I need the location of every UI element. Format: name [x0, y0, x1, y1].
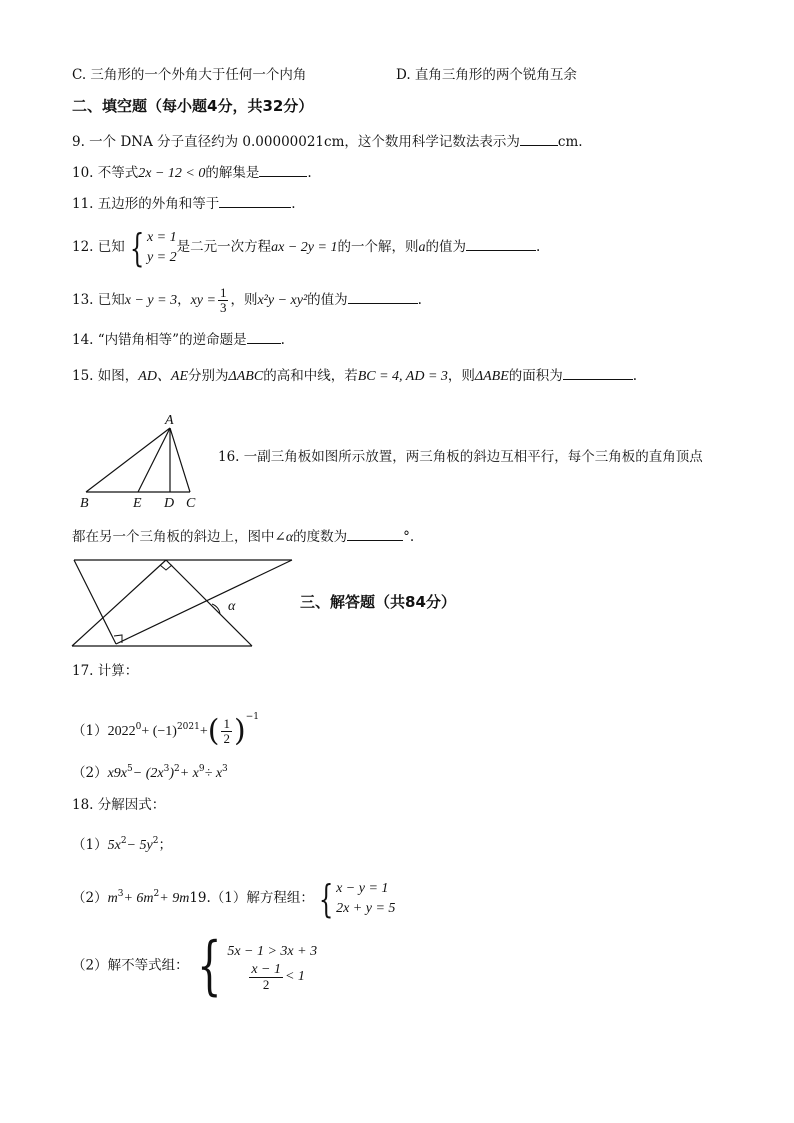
q17-p1-num: 1	[223, 716, 230, 731]
section-3-title: 三、解答题（共84分）	[300, 593, 456, 611]
q12-end: .	[535, 239, 541, 255]
q19-ineq2	[227, 963, 317, 992]
triangle-figure-q15	[76, 410, 206, 512]
q12-text3: 的值为	[425, 239, 466, 255]
q9-text: 9. 一个 DNA 分子直径约为 0.00000021cm，这个数用科学记数法表示为	[72, 134, 520, 150]
q18-p1-exp2: 2	[152, 836, 159, 846]
q13-end: .	[417, 292, 422, 308]
q17-p1-base: 2022	[107, 724, 136, 739]
q17-p2-exp1: 5	[127, 764, 133, 774]
q10-answer-blank[interactable]	[259, 162, 307, 177]
q16-end: °.	[403, 529, 415, 545]
label-d: D	[164, 496, 175, 511]
question-16-line1: 16. 一副三角板如图所示放置，两三角板的斜边互相平行，每个三角板的直角顶点	[218, 449, 703, 465]
q19-ineq-system	[189, 929, 318, 1003]
q11-end: .	[291, 196, 296, 212]
q17-p1-exp2021: 2021	[176, 722, 200, 732]
q10-inequality: 2x − 12 < 0	[138, 166, 206, 181]
question-13	[72, 282, 422, 319]
question-17-part2	[72, 760, 228, 783]
question-17-part1	[72, 698, 259, 751]
q17-p1-den: 2	[223, 731, 230, 746]
q15-text3: ，则	[447, 368, 475, 384]
question-12	[72, 227, 540, 268]
question-11	[72, 193, 296, 213]
q17-p2-exp5: 3	[222, 764, 228, 774]
q10-end: .	[307, 165, 312, 181]
q12-text2: 的一个解，则	[337, 239, 419, 255]
q12-answer-blank[interactable]	[466, 236, 536, 251]
q17-p2-term1: x9x	[107, 766, 128, 781]
q12-system	[125, 225, 177, 270]
q17-p2-exp4: 9	[198, 764, 205, 774]
q19-lt: < 1	[284, 969, 305, 984]
q17-p1-term2: + (−1)	[141, 724, 177, 739]
question-9	[72, 131, 583, 151]
q14-end: .	[280, 332, 285, 348]
q10-prefix: 10. 不等式	[72, 165, 139, 181]
brace-icon: {	[318, 876, 334, 921]
label-a: A	[165, 413, 174, 428]
q16-text: 都在另一个三角板的斜边上，图中∠	[72, 529, 286, 545]
q15-prefix: 15. 如图，	[72, 368, 139, 384]
label-e: E	[133, 496, 142, 511]
q13-den: 3	[219, 300, 227, 315]
question-10	[72, 162, 312, 183]
q13-eq2: xy =	[190, 293, 216, 308]
q18-p2-term3: + 9m	[159, 891, 190, 906]
q17-p2-exp3: 2	[174, 764, 180, 774]
left-paren-icon: (	[207, 713, 220, 749]
q19-p2-label: （2）解不等式组：	[72, 957, 189, 974]
choice-c: C. 三角形的一个外角大于任何一个内角	[72, 67, 307, 83]
q19-part1-label: 19.（1）解方程组：	[189, 890, 314, 906]
label-b: B	[80, 496, 89, 511]
q12-row2: y = 2	[146, 249, 177, 265]
q17-p1-label: （1）	[72, 723, 108, 739]
label-c: C	[186, 496, 196, 511]
q17-p2-label: （2）	[72, 765, 108, 781]
choice-d: D. 直角三角形的两个锐角互余	[396, 67, 577, 83]
q16-alpha: α	[285, 530, 294, 545]
q19-den: 2	[262, 976, 270, 992]
q18-p1-end: ；	[158, 837, 172, 853]
question-14	[72, 329, 285, 349]
q19-row1: x − y = 1	[336, 880, 389, 896]
label-alpha: α	[228, 599, 236, 614]
q15-triangle: ΔABC	[228, 369, 264, 384]
q13-text: ，则	[230, 292, 258, 308]
question-19-part2	[72, 929, 318, 1003]
q16-text2: 的度数为	[293, 529, 348, 545]
q18-p2-exp1: 3	[117, 889, 124, 899]
q15-text4: 的面积为	[508, 368, 563, 384]
q15-segments: AD、AE	[138, 369, 189, 384]
q13-prefix: 13. 已知	[72, 292, 125, 308]
q18-p1-term1: 5x	[107, 838, 121, 853]
q12-var: a	[418, 240, 426, 255]
q18-p2-exp2: 2	[153, 889, 160, 899]
q9-unit: cm.	[557, 134, 583, 150]
q13-sep: ，	[177, 292, 191, 308]
q11-text: 11. 五边形的外角和等于	[72, 196, 220, 212]
q18-p2-label: （2）	[72, 890, 108, 906]
q19-row2: 2x + y = 5	[336, 900, 396, 916]
q18-p2-term1: m	[107, 891, 118, 906]
q12-prefix: 12. 已知	[72, 239, 125, 255]
brace-icon: {	[129, 225, 145, 270]
question-17-title: 17. 计算：	[72, 663, 139, 679]
set-squares-figure-q16	[70, 556, 298, 652]
q17-p1-exp-neg1: −1	[245, 712, 259, 722]
question-18-part1	[72, 832, 172, 855]
q17-p1-plus: +	[199, 724, 208, 739]
q12-equation: ax − 2y = 1	[271, 240, 338, 255]
q10-text: 的解集是	[205, 165, 260, 181]
right-paren-icon: )	[233, 713, 246, 749]
q13-answer-blank[interactable]	[348, 289, 418, 304]
q19-num: x − 1	[251, 961, 281, 977]
q18-p2-term2: + 6m	[123, 891, 154, 906]
q13-fraction	[218, 286, 229, 315]
q15-end: .	[632, 368, 638, 384]
q9-answer-blank[interactable]	[520, 131, 558, 146]
q13-num: 1	[219, 285, 227, 300]
q15-condition: BC = 4, AD = 3	[357, 369, 448, 384]
q12-row1: x = 1	[146, 229, 177, 245]
q17-p2-paren: )	[169, 766, 174, 781]
question-16-line2	[72, 526, 414, 547]
q18-p1-label: （1）	[72, 837, 108, 853]
q15-text: 分别为	[188, 368, 229, 384]
q13-expression: x²y − xy²	[257, 293, 308, 308]
q18-p1-term2: − 5y	[126, 838, 153, 853]
q17-p1-fraction	[221, 717, 232, 746]
q19-system	[314, 876, 396, 921]
q12-text: 是二元一次方程	[176, 239, 272, 255]
section-2-title: 二、填空题（每小题4分，共32分）	[72, 97, 314, 115]
q16-answer-blank[interactable]	[347, 526, 403, 541]
q15-text2: 的高和中线，若	[263, 368, 358, 384]
q14-text: 14. “内错角相等”的逆命题是	[72, 332, 247, 348]
q11-answer-blank[interactable]	[219, 193, 291, 208]
q17-p2-exp2: 3	[163, 764, 170, 774]
q17-p2-term2: − (2x	[132, 766, 164, 781]
question-18-title: 18. 分解因式：	[72, 797, 166, 813]
q19-fraction	[249, 963, 283, 992]
question-15	[72, 365, 637, 386]
q17-p1-exp0: 0	[135, 722, 142, 732]
q15-answer-blank[interactable]	[563, 365, 633, 380]
q19-ineq1: 5x − 1 > 3x + 3	[227, 943, 318, 959]
q17-p2-term3: + x	[179, 766, 199, 781]
q14-answer-blank[interactable]	[247, 329, 281, 344]
question-18-19-line	[72, 872, 395, 921]
q15-triangle2: ΔABE	[474, 369, 509, 384]
brace-icon: {	[196, 929, 222, 1003]
q17-p2-term4: ÷ x	[204, 766, 223, 781]
q13-text2: 的值为	[307, 292, 348, 308]
q18-p1-exp1: 2	[120, 836, 127, 846]
q13-eq1: x − y = 3	[124, 293, 178, 308]
